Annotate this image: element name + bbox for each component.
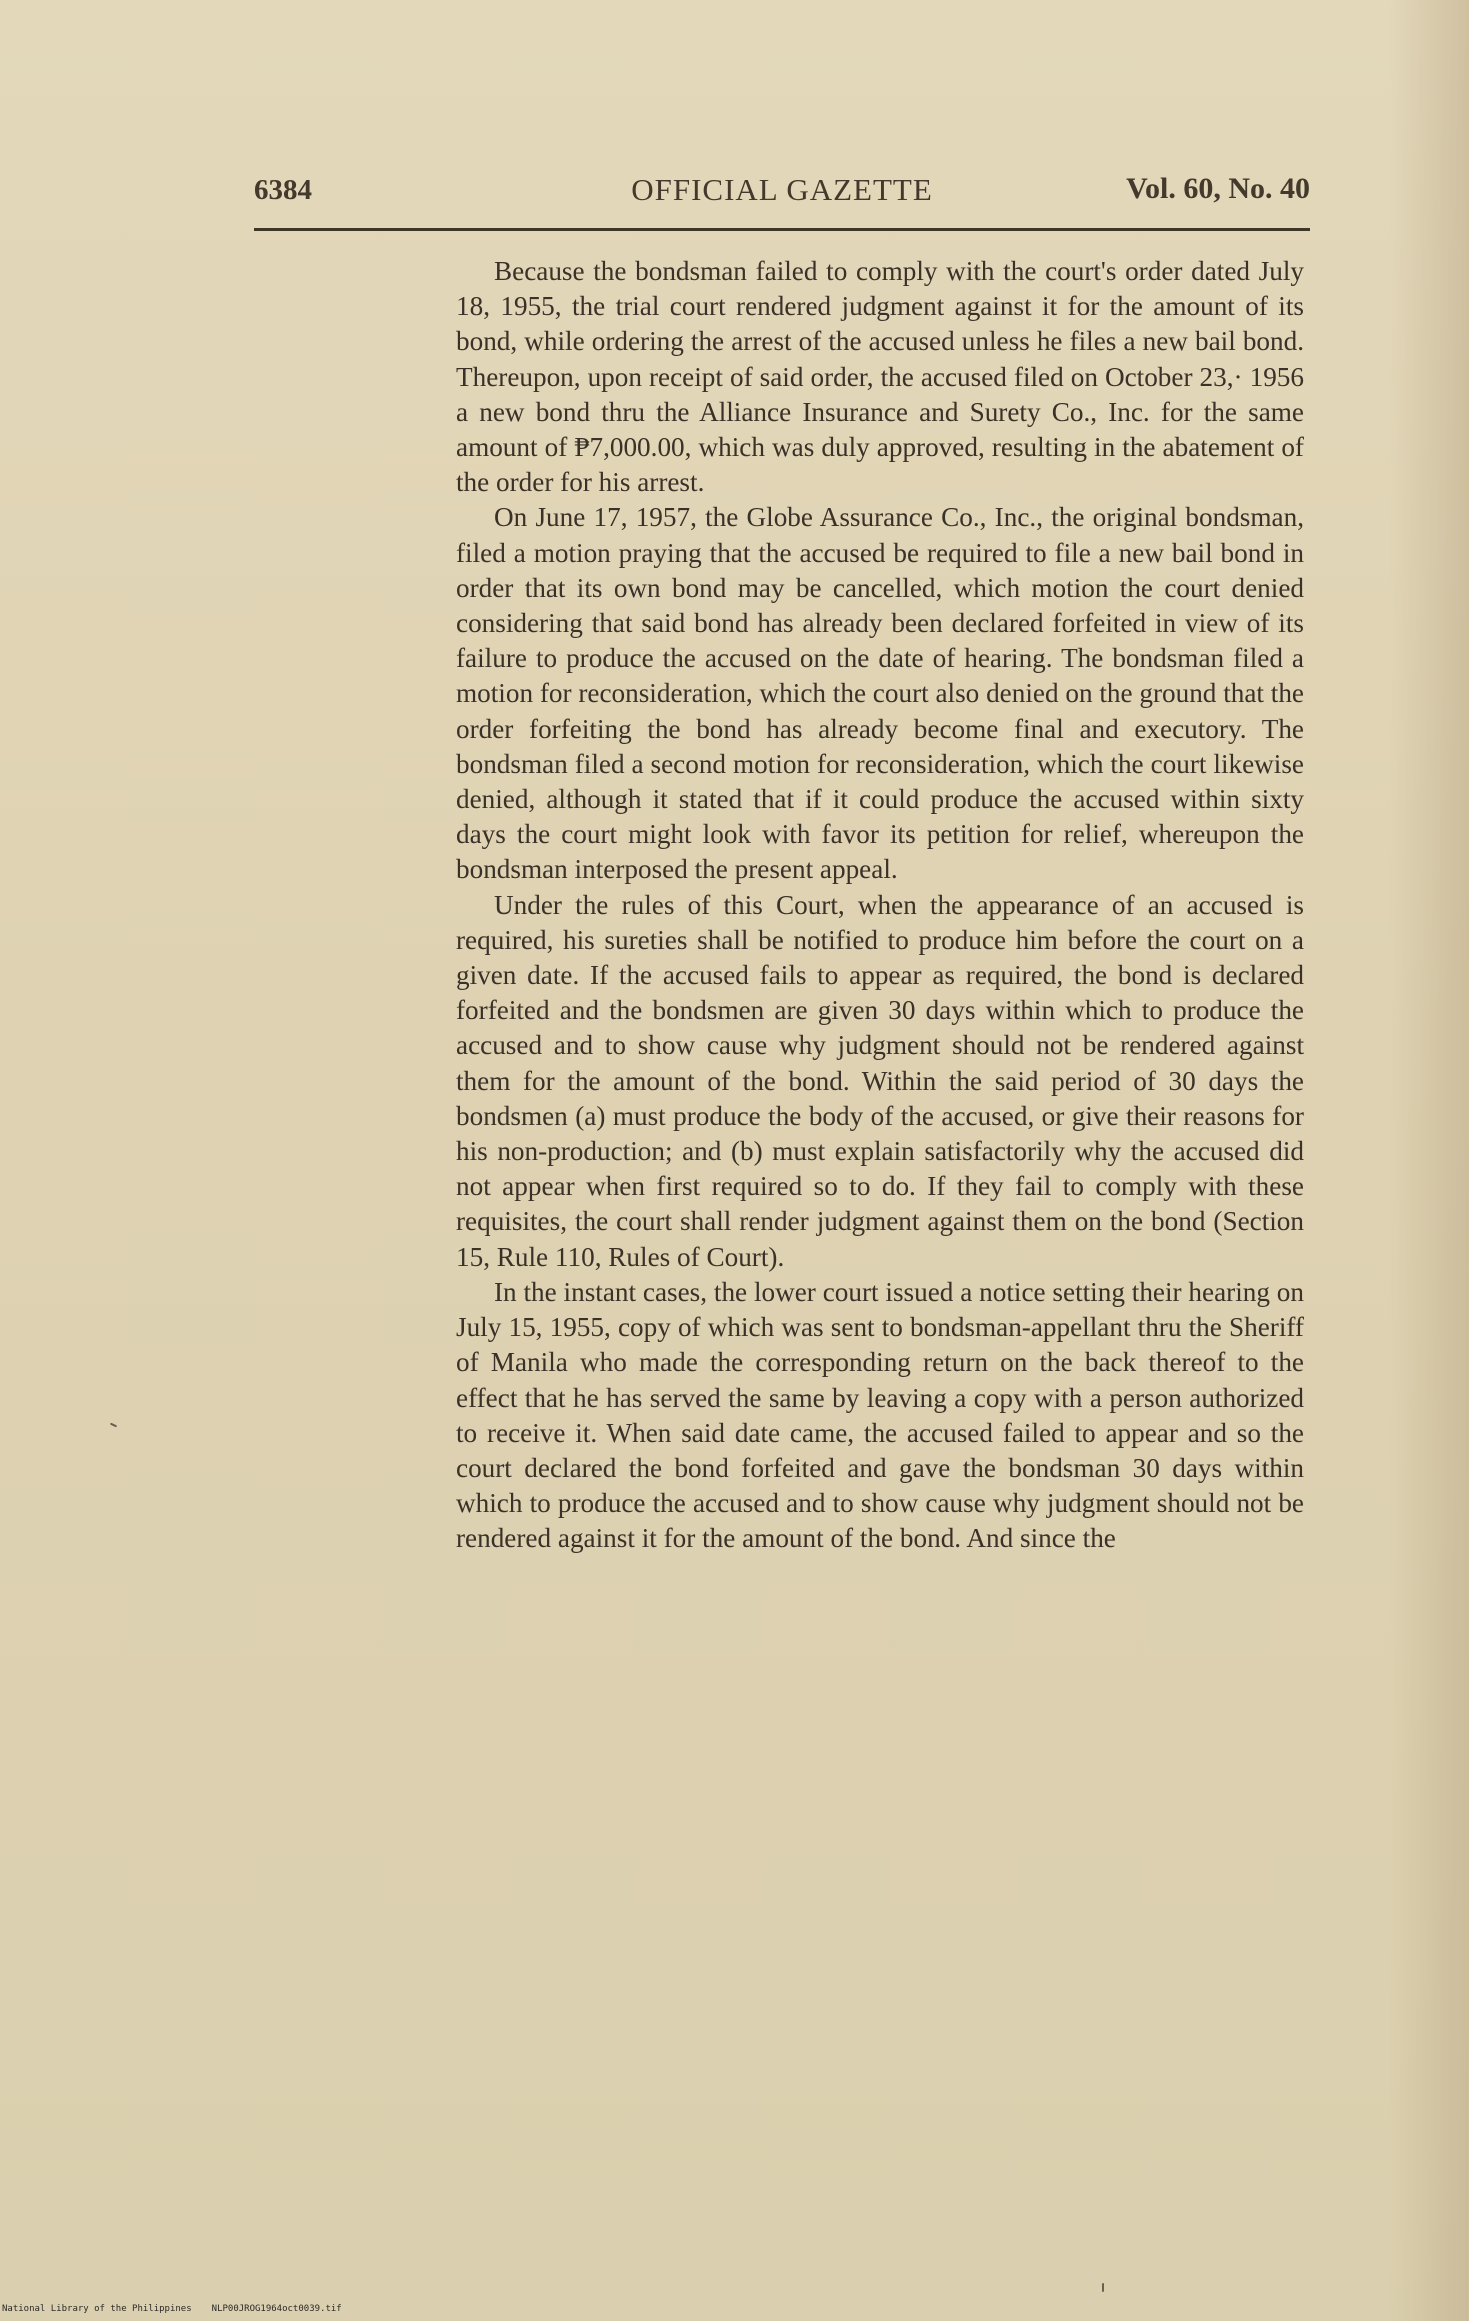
volume-issue: Vol. 60, No. 40 bbox=[1126, 172, 1310, 205]
library-name: National Library of the Philippines bbox=[2, 2304, 192, 2314]
scan-speck bbox=[1102, 2283, 1104, 2292]
paragraph: Under the rules of this Court, when the appearance of an accused is required, his sureties shall be notified to produce him before the court on a given date. If the accused fails to appear as required, the bond is declared forfeited and the bondsmen are given 30 days within which to produce the accused and to show cause why judgment should not be rendered against them for the amount of the bond. Within the said period of 30 days the bondsmen (a) must produce the body of the accused, or give their reasons for his non-production; and (b) must explain satisfactorily why the accused did not appear when first required so to do. If they fail to comply with these requisites, the court shall render judgment against them on the bond (Section 15, Rule 110, Rules of Court). bbox=[456, 889, 1304, 1272]
body-text bbox=[456, 254, 1304, 1557]
header-rule bbox=[254, 228, 1310, 231]
page-number: 6384 bbox=[254, 174, 312, 206]
paragraph: In the instant cases, the lower court issued a notice setting their hearing on July 15, 1955, copy of which was sent to bondsman-appellant thru the Sheriff of Manila who made the corresponding return on the back thereof to the effect that he has served the same by leaving a copy with a person authorized to receive it. When said date came, the accused failed to appear and so the court declared the bond forfeited and gave the bondsman 30 days within which to produce the accused and to show cause why judgment should not be rendered against it for the amount of the bond. And since the bbox=[456, 1276, 1304, 1554]
paragraph: Because the bondsman failed to comply with the court's order dated July 18, 1955, the trial court rendered judgment against it for the amount of its bond, while ordering the arrest of the accused unless he files a new bail bond. Thereupon, upon receipt of said order, the accused filed on October 23,· 1956 a new bond thru the Alliance Insurance and Surety Co., Inc. for the same amount of ₱7,000.00, which was duly approved, resulting in the abatement of the order for his arrest. bbox=[456, 256, 1304, 498]
file-id: NLP00JROG1964oct0039.tif bbox=[211, 2304, 342, 2314]
page-header bbox=[254, 168, 1310, 216]
publication-title: OFFICIAL GAZETTE bbox=[631, 172, 933, 207]
paragraph: On June 17, 1957, the Globe Assurance Co., Inc., the original bondsman, filed a motion praying that the accused be required to file a new bail bond in order that its own bond may be cancelled, which motion the court denied considering that said bond has already been declared forfeited in view of its failure to produce the accused on the date of hearing. The bondsman filed a motion for reconsideration, which the court also denied on the ground that the order forfeiting the bond has already become final and executory. The bondsman filed a second motion for reconsideration, which the court likewise denied, although it stated that if it could produce the accused within sixty days the court might look with favor its petition for relief, whereupon the bondsman interposed the present appeal. bbox=[456, 502, 1304, 885]
scan-speck bbox=[110, 1423, 117, 1428]
scan-footer bbox=[2, 2304, 342, 2314]
